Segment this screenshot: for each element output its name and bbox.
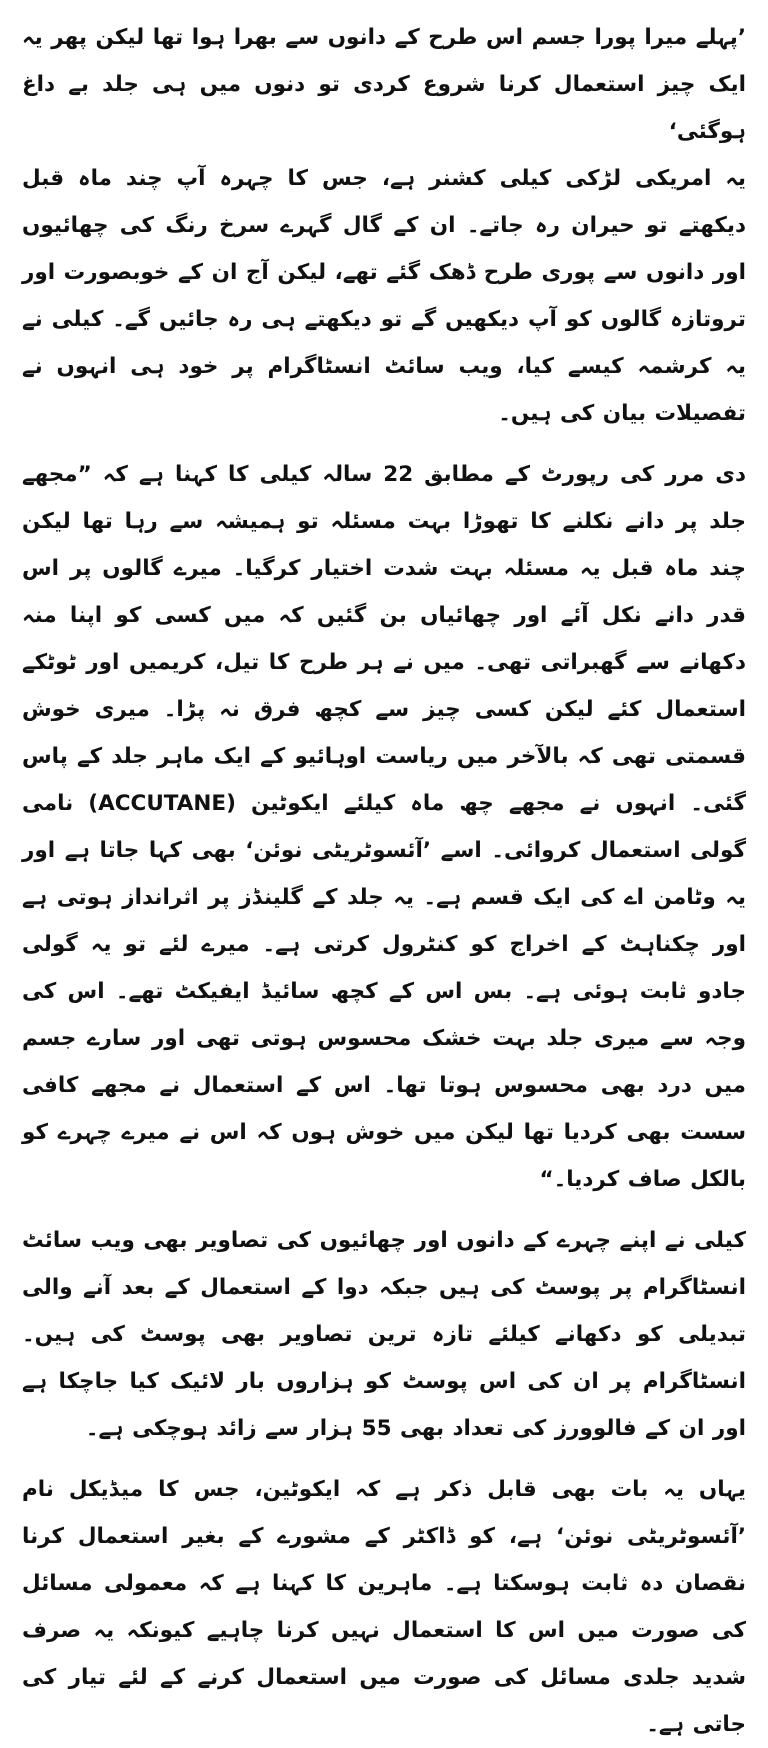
instagram-paragraph: کیلی نے اپنے چہرے کے دانوں اور چھائیوں کی تصاویر بھی ویب سائٹ انسٹاگرام پر پوسٹ کی ہیں جبکہ دوا کے استعمال کے بعد آنے والی تبدیلی کو دکھانے کیلئے تازہ ترین تصاویر بھی پوسٹ کی ہیں۔ انسٹاگرام پر ان کی اس پوسٹ کو ہزاروں بار لائیک کیا جاچکا ہے اور ان کے فالوورز کی تعداد بھی 55 ہزار سے زائد ہوچکی ہے۔ (22, 1228, 746, 1441)
report-paragraph: دی مرر کی رپورٹ کے مطابق 22 سالہ کیلی کا کہنا ہے کہ ”مجھے جلد پر دانے نکلنے کا تھوڑا بہت مسئلہ تو ہمیشہ سے رہا تھا لیکن چند ماہ قبل یہ مسئلہ بہت شدت اختیار کرگیا۔ میرے گالوں پر اس قدر دانے نکل آئے اور چھائیاں بن گئیں کہ میں کسی کو اپنا منہ دکھانے سے گھبراتی تھی۔ میں نے ہر طرح کا تیل، کریمیں اور ٹوٹکے استعمال کئے لیکن کسی چیز سے کچھ فرق نہ پڑا۔ میری خوش قسمتی تھی کہ بالآخر میں ریاست اوہائیو کے ایک ماہر جلد کے پاس گئی۔ انہوں نے مجھے چھ ماہ کیلئے ایکوٹین (ACCUTANE) نامی گولی استعمال کروائی۔ اسے ’آئسوٹریٹی نوئن‘ بھی کہا جاتا ہے اور یہ وٹامن اے کی ایک قسم ہے۔ یہ جلد کے گلینڈز پر اثرانداز ہوتی ہے اور چکناہٹ کے اخراج کو کنٹرول کرتی ہے۔ میرے لئے تو یہ گولی جادو ثابت ہوئی ہے۔ بس اس کے کچھ سائیڈ ایفیکٹ تھے۔ اس کی وجہ سے میری جلد بہت خشک محسوس ہوتی تھی اور سارے جسم میں درد بھی محسوس ہوتا تھا۔ اس کے استعمال نے مجھے کافی سست بھی کردیا تھا لیکن میں خوش ہوں کہ اس نے میرے چہرے کو بالکل صاف کردیا۔“ (22, 462, 746, 1192)
quote-paragraph: ’پہلے میرا پورا جسم اس طرح کے دانوں سے بھرا ہوا تھا لیکن پھر یہ ایک چیز استعمال کرنا شروع کردی تو دنوں میں ہی جلد بے داغ ہوگئی‘ (22, 25, 746, 144)
intro-paragraph: یہ امریکی لڑکی کیلی کشنر ہے، جس کا چہرہ آپ چند ماہ قبل دیکھتے تو حیران رہ جاتے۔ ان کے گال گہرے سرخ رنگ کی چھائیوں اور دانوں سے پوری طرح ڈھک گئے تھے، لیکن آج ان کے خوبصورت اور تروتازہ گالوں کو آپ دیکھیں گے تو دیکھتے ہی رہ جائیں گے۔ کیلی نے یہ کرشمہ کیسے کیا، ویب سائٹ انسٹاگرام پر خود ہی انہوں نے تفصیلات بیان کی ہیں۔ (22, 166, 746, 426)
warning-paragraph: یہاں یہ بات بھی قابل ذکر ہے کہ ایکوٹین، جس کا میڈیکل نام ’آئسوٹریٹی نوئن‘ ہے، کو ڈاکٹر کے مشورے کے بغیر استعمال کرنا نقصان دہ ثابت ہوسکتا ہے۔ ماہرین کا کہنا ہے کہ معمولی مسائل کی صورت میں اس کا استعمال نہیں کرنا چاہیے کیونکہ یہ صرف شدید جلدی مسائل کی صورت میں استعمال کرنے کے لئے تیار کی جاتی ہے۔ (22, 1477, 746, 1737)
